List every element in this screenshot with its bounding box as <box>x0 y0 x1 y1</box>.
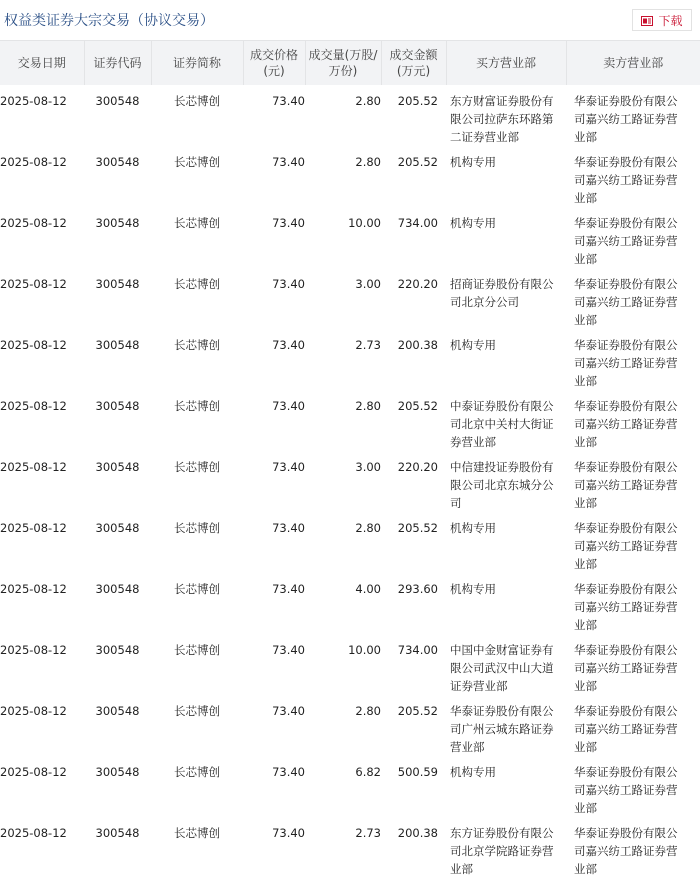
table-row <box>0 573 700 634</box>
cell-amount: 220.20 <box>397 460 438 474</box>
cell-trade-date: 2025-08-12 <box>0 277 67 291</box>
cell-security-code: 300548 <box>95 277 140 291</box>
cell-seller: 华泰证券股份有限公司嘉兴纺工路证券营业部 <box>574 826 678 876</box>
cell-security-name: 长芯博创 <box>174 216 220 230</box>
cell-price: 73.40 <box>272 521 305 535</box>
cell-amount: 500.59 <box>397 765 438 779</box>
cell-buyer: 机构专用 <box>450 216 496 230</box>
cell-buyer: 中国中金财富证券有限公司武汉中山大道证券营业部 <box>450 643 554 693</box>
table-row <box>0 634 700 695</box>
cell-seller: 华泰证券股份有限公司嘉兴纺工路证券营业部 <box>574 643 678 693</box>
cell-trade-date: 2025-08-12 <box>0 399 67 413</box>
cell-seller: 华泰证券股份有限公司嘉兴纺工路证券营业部 <box>574 94 678 144</box>
header-amount-line: (万元) <box>396 64 431 78</box>
cell-seller: 华泰证券股份有限公司嘉兴纺工路证券营业部 <box>574 399 678 449</box>
cell-buyer: 招商证券股份有限公司北京分公司 <box>450 277 554 309</box>
cell-security-name: 长芯博创 <box>174 582 220 596</box>
cell-buyer: 机构专用 <box>450 338 496 352</box>
table-row <box>0 451 700 512</box>
cell-buyer: 机构专用 <box>450 765 496 779</box>
cell-volume: 3.00 <box>355 460 381 474</box>
header-volume-line: 成交量 <box>308 48 345 62</box>
table-row <box>0 146 700 207</box>
cell-seller: 华泰证券股份有限公司嘉兴纺工路证券营业部 <box>574 216 678 266</box>
cell-amount: 734.00 <box>397 643 438 657</box>
header-security-name <box>151 41 243 86</box>
table-header <box>0 41 700 86</box>
table-row <box>0 756 700 817</box>
cell-security-name: 长芯博创 <box>174 643 220 657</box>
table-row <box>0 512 700 573</box>
cell-volume: 4.00 <box>355 582 381 596</box>
cell-security-name: 长芯博创 <box>174 826 220 840</box>
cell-security-name: 长芯博创 <box>174 277 220 291</box>
table-row <box>0 329 700 390</box>
cell-buyer: 中泰证券股份有限公司北京中关村大街证券营业部 <box>450 399 554 449</box>
cell-security-name: 长芯博创 <box>174 460 220 474</box>
cell-amount: 220.20 <box>397 277 438 291</box>
header-seller-line: 卖方营业部 <box>603 56 664 70</box>
cell-security-name: 长芯博创 <box>174 94 220 108</box>
header-trade-date <box>0 41 84 86</box>
top-bar <box>0 0 700 40</box>
table-row <box>0 85 700 146</box>
header-volume-line: (万股/万份) <box>328 48 378 78</box>
cell-volume: 10.00 <box>348 216 381 230</box>
cell-buyer: 东方财富证券股份有限公司拉萨东环路第二证券营业部 <box>450 94 554 144</box>
cell-amount: 293.60 <box>397 582 438 596</box>
cell-trade-date: 2025-08-12 <box>0 521 67 535</box>
cell-price: 73.40 <box>272 826 305 840</box>
cell-security-name: 长芯博创 <box>174 155 220 169</box>
cell-security-code: 300548 <box>95 155 140 169</box>
table-row <box>0 268 700 329</box>
cell-amount: 200.38 <box>397 338 438 352</box>
cell-seller: 华泰证券股份有限公司嘉兴纺工路证券营业部 <box>574 765 678 815</box>
header-security-code-line: 证券代码 <box>93 56 142 70</box>
cell-amount: 200.38 <box>397 826 438 840</box>
cell-seller: 华泰证券股份有限公司嘉兴纺工路证券营业部 <box>574 521 678 571</box>
header-price-line: (元) <box>263 64 285 78</box>
cell-price: 73.40 <box>272 94 305 108</box>
cell-trade-date: 2025-08-12 <box>0 216 67 230</box>
page-title: 权益类证券大宗交易（协议交易） <box>4 13 214 29</box>
cell-security-name: 长芯博创 <box>174 521 220 535</box>
header-price <box>243 41 305 86</box>
cell-amount: 205.52 <box>397 521 438 535</box>
cell-security-name: 长芯博创 <box>174 704 220 718</box>
cell-security-code: 300548 <box>95 582 140 596</box>
header-buyer <box>446 41 566 86</box>
cell-trade-date: 2025-08-12 <box>0 460 67 474</box>
header-amount <box>381 41 446 86</box>
cell-volume: 3.00 <box>355 277 381 291</box>
cell-seller: 华泰证券股份有限公司嘉兴纺工路证券营业部 <box>574 704 678 754</box>
cell-security-code: 300548 <box>95 826 140 840</box>
download-label: 下载 <box>658 13 683 28</box>
cell-security-code: 300548 <box>95 216 140 230</box>
cell-price: 73.40 <box>272 704 305 718</box>
cell-price: 73.40 <box>272 216 305 230</box>
header-security-code <box>84 41 151 86</box>
header-trade-date-line: 交易日期 <box>17 56 66 70</box>
cell-buyer: 中信建投证券股份有限公司北京东城分公司 <box>450 460 554 510</box>
cell-buyer: 机构专用 <box>450 155 496 169</box>
cell-security-code: 300548 <box>95 704 140 718</box>
header-price-line: 成交价格 <box>249 48 298 62</box>
cell-trade-date: 2025-08-12 <box>0 94 67 108</box>
table-row <box>0 817 700 878</box>
cell-amount: 205.52 <box>397 704 438 718</box>
table-body <box>0 85 700 878</box>
cell-amount: 734.00 <box>397 216 438 230</box>
cell-trade-date: 2025-08-12 <box>0 826 67 840</box>
cell-price: 73.40 <box>272 582 305 596</box>
cell-trade-date: 2025-08-12 <box>0 643 67 657</box>
cell-seller: 华泰证券股份有限公司嘉兴纺工路证券营业部 <box>574 155 678 205</box>
cell-price: 73.40 <box>272 643 305 657</box>
cell-price: 73.40 <box>272 155 305 169</box>
cell-price: 73.40 <box>272 399 305 413</box>
header-buyer-line: 买方营业部 <box>475 56 536 70</box>
cell-security-code: 300548 <box>95 338 140 352</box>
header-seller <box>566 41 700 86</box>
cell-volume: 2.80 <box>355 704 381 718</box>
cell-security-code: 300548 <box>95 765 140 779</box>
cell-security-code: 300548 <box>95 643 140 657</box>
cell-buyer: 华泰证券股份有限公司广州云城东路证券营业部 <box>450 704 554 754</box>
table-row <box>0 390 700 451</box>
cell-volume: 6.82 <box>355 765 381 779</box>
cell-seller: 华泰证券股份有限公司嘉兴纺工路证券营业部 <box>574 460 678 510</box>
cell-price: 73.40 <box>272 460 305 474</box>
cell-trade-date: 2025-08-12 <box>0 582 67 596</box>
cell-amount: 205.52 <box>397 94 438 108</box>
excel-download-icon <box>641 15 653 25</box>
cell-price: 73.40 <box>272 338 305 352</box>
cell-volume: 2.80 <box>355 521 381 535</box>
block-trade-table <box>0 40 700 878</box>
cell-volume: 2.80 <box>355 94 381 108</box>
cell-seller: 华泰证券股份有限公司嘉兴纺工路证券营业部 <box>574 338 678 388</box>
cell-seller: 华泰证券股份有限公司嘉兴纺工路证券营业部 <box>574 582 678 632</box>
cell-volume: 2.80 <box>355 399 381 413</box>
cell-security-code: 300548 <box>95 521 140 535</box>
cell-buyer: 机构专用 <box>450 521 496 535</box>
cell-trade-date: 2025-08-12 <box>0 765 67 779</box>
cell-security-name: 长芯博创 <box>174 399 220 413</box>
table-row <box>0 207 700 268</box>
cell-volume: 2.73 <box>355 826 381 840</box>
cell-price: 73.40 <box>272 765 305 779</box>
cell-amount: 205.52 <box>397 155 438 169</box>
cell-security-name: 长芯博创 <box>174 765 220 779</box>
cell-price: 73.40 <box>272 277 305 291</box>
cell-amount: 205.52 <box>397 399 438 413</box>
cell-security-code: 300548 <box>95 399 140 413</box>
cell-volume: 2.73 <box>355 338 381 352</box>
table-row <box>0 695 700 756</box>
header-amount-line: 成交金额 <box>389 48 438 62</box>
download-button[interactable] <box>632 9 692 31</box>
cell-volume: 2.80 <box>355 155 381 169</box>
cell-security-code: 300548 <box>95 460 140 474</box>
cell-buyer: 东方证券股份有限公司北京学院路证券营业部 <box>450 826 554 876</box>
header-volume <box>305 41 381 86</box>
cell-trade-date: 2025-08-12 <box>0 338 67 352</box>
cell-seller: 华泰证券股份有限公司嘉兴纺工路证券营业部 <box>574 277 678 327</box>
cell-security-name: 长芯博创 <box>174 338 220 352</box>
cell-buyer: 机构专用 <box>450 582 496 596</box>
cell-trade-date: 2025-08-12 <box>0 155 67 169</box>
cell-security-code: 300548 <box>95 94 140 108</box>
cell-volume: 10.00 <box>348 643 381 657</box>
cell-trade-date: 2025-08-12 <box>0 704 67 718</box>
header-security-name-line: 证券简称 <box>172 56 221 70</box>
